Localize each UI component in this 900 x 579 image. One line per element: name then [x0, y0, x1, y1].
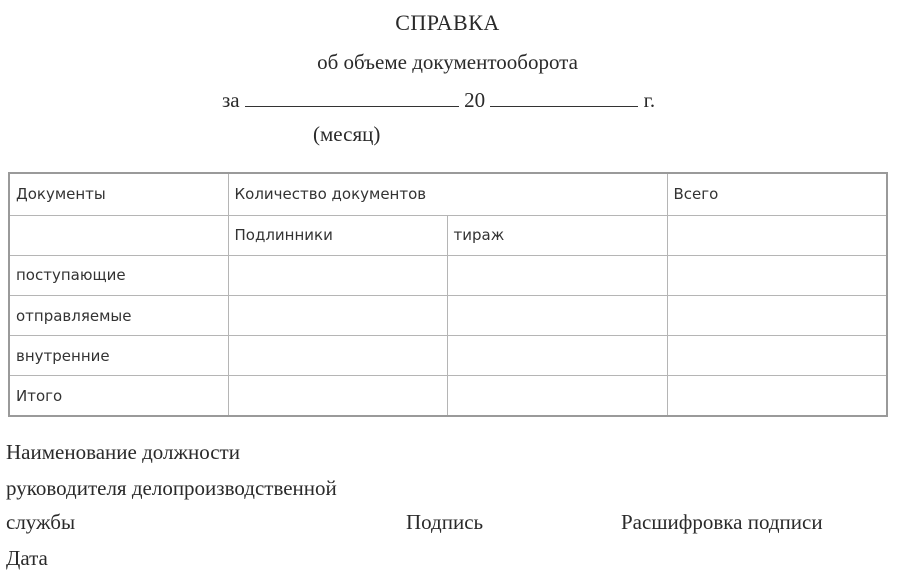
table-row: [9, 255, 887, 295]
subheader-copies: тираж: [447, 215, 667, 255]
position-line-2: руководителя делопроизводственной: [6, 476, 337, 500]
cell-input[interactable]: [228, 295, 447, 335]
year-blank-field[interactable]: [490, 88, 638, 107]
row-label-outgoing: отправляемые: [9, 295, 228, 335]
cell-input[interactable]: [667, 295, 887, 335]
signature-label: Подпись: [406, 510, 484, 534]
header-total: Всего: [667, 173, 887, 215]
row-label-incoming: поступающие: [9, 255, 228, 295]
period-line: [222, 88, 655, 113]
cell-input[interactable]: [228, 376, 447, 416]
month-hint: (месяц): [313, 122, 381, 146]
cell-input[interactable]: [447, 255, 667, 295]
cell-input[interactable]: [447, 295, 667, 335]
empty-cell: [667, 215, 887, 255]
signature-decode-label: Расшифровка подписи: [621, 510, 823, 534]
cell-input[interactable]: [447, 376, 667, 416]
period-suffix: г.: [643, 88, 656, 112]
period-year: 20: [464, 88, 486, 112]
cell-input[interactable]: [667, 336, 887, 376]
cell-input[interactable]: [667, 376, 887, 416]
document-subtitle: об объеме документооборота: [317, 50, 578, 74]
position-line-1: Наименование должности: [6, 440, 240, 464]
month-blank-field[interactable]: [245, 88, 459, 107]
table-row: [9, 295, 887, 335]
table-header-row: [9, 173, 887, 215]
row-label-total: Итого: [9, 376, 228, 416]
period-prefix: за: [222, 88, 240, 112]
row-label-internal: внутренние: [9, 336, 228, 376]
cell-input[interactable]: [447, 336, 667, 376]
date-label: Дата: [6, 546, 48, 570]
table-subheader-row: [9, 215, 887, 255]
cell-input[interactable]: [667, 255, 887, 295]
subheader-originals: Подлинники: [228, 215, 447, 255]
cell-input[interactable]: [228, 336, 447, 376]
document-title: СПРАВКА: [395, 10, 500, 35]
header-documents: Документы: [9, 173, 228, 215]
table-row: [9, 376, 887, 416]
cell-input[interactable]: [228, 255, 447, 295]
header-quantity: Количество документов: [228, 173, 667, 215]
empty-cell: [9, 215, 228, 255]
table-row: [9, 336, 887, 376]
position-line-3: службы: [6, 510, 76, 534]
document-volume-table: [8, 172, 888, 417]
